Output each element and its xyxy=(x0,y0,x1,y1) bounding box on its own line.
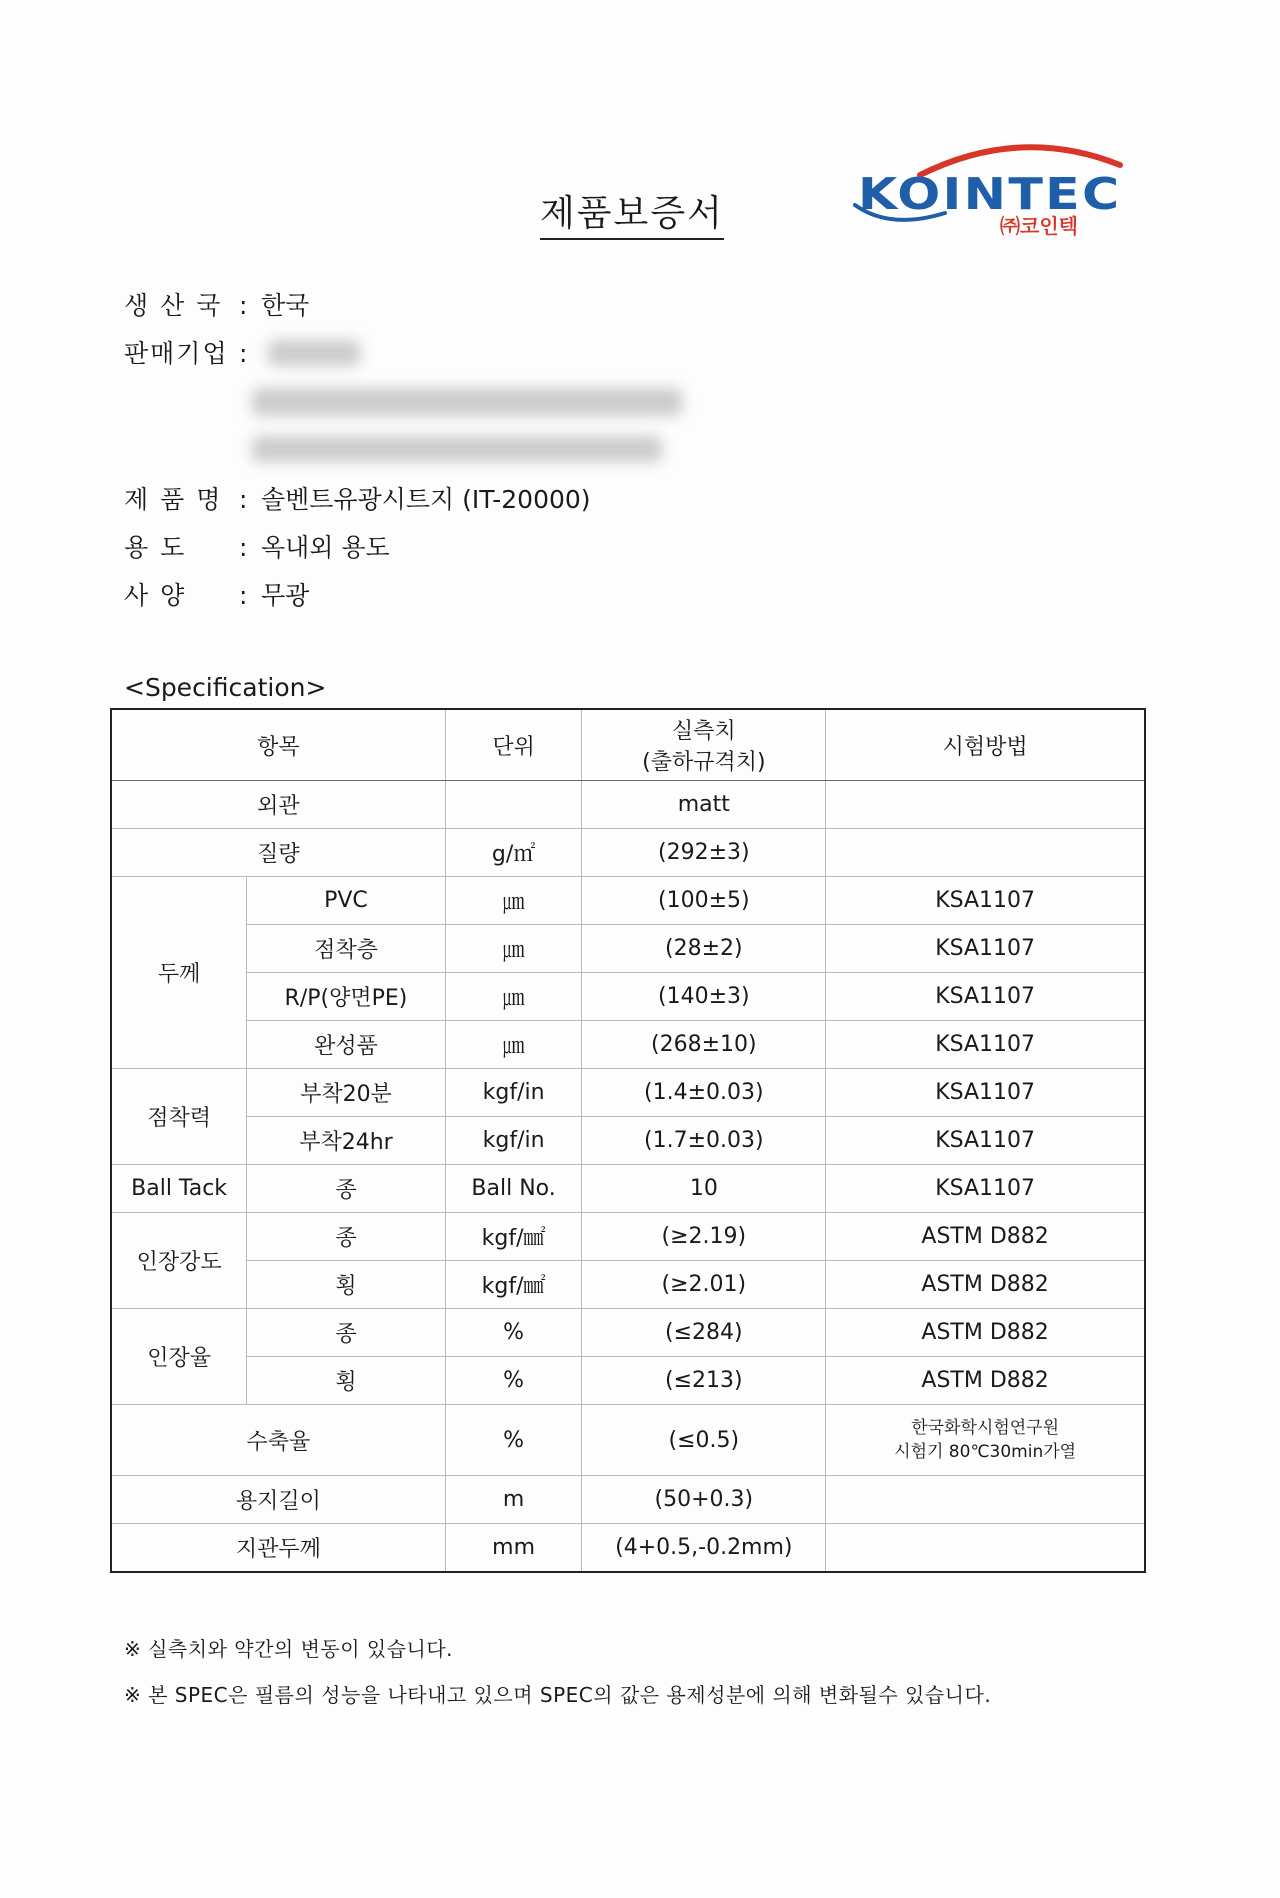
redacted-seller-phone xyxy=(252,436,662,462)
info-label: 판매기업 xyxy=(124,339,229,368)
cell-sub: PVC xyxy=(247,877,446,925)
cell-value: (140±3) xyxy=(582,973,826,1021)
table-row xyxy=(111,829,1145,877)
cell-group: 인장율 xyxy=(111,1309,247,1405)
table-row xyxy=(111,925,1145,973)
cell-value: 10 xyxy=(582,1165,826,1213)
cell-value: (50+0.3) xyxy=(582,1476,826,1524)
cell-method: ASTM D882 xyxy=(826,1261,1145,1309)
cell-sub: 종 xyxy=(247,1309,446,1357)
spec-table xyxy=(110,708,1146,1573)
cell-unit: ㎛ xyxy=(445,877,582,925)
table-row xyxy=(111,1117,1145,1165)
header-measured-line1: 실측치 xyxy=(671,719,736,744)
cell-unit: mm xyxy=(445,1524,582,1573)
cell-method: KSA1107 xyxy=(826,973,1145,1021)
header-item: 항목 xyxy=(111,709,445,781)
cell-value: matt xyxy=(582,781,826,829)
info-label: 사 양 xyxy=(124,581,187,610)
cell-value: (28±2) xyxy=(582,925,826,973)
cell-method: ASTM D882 xyxy=(826,1357,1145,1405)
logo-brand: KOINTEC xyxy=(858,169,1122,220)
cell-unit: ㎛ xyxy=(445,973,582,1021)
cell-sub: 종 xyxy=(247,1213,446,1261)
cell-method: KSA1107 xyxy=(826,1021,1145,1069)
table-row xyxy=(111,781,1145,829)
cell-group: Ball Tack xyxy=(111,1165,247,1213)
info-value: 한국 xyxy=(261,291,310,320)
cell-group: 두께 xyxy=(111,877,247,1069)
redacted-seller-name xyxy=(268,340,360,366)
cell-method xyxy=(826,1524,1145,1573)
cell-unit: kgf/㎟ xyxy=(445,1261,582,1309)
cell-unit xyxy=(445,781,582,829)
cell-method xyxy=(826,829,1145,877)
redacted-seller-address xyxy=(252,388,682,416)
cell-unit: kgf/㎟ xyxy=(445,1213,582,1261)
info-usage: 용 도 : 옥내외 용도 xyxy=(124,528,390,564)
cell-value: (≥2.01) xyxy=(582,1261,826,1309)
cell-item: 지관두께 xyxy=(111,1524,445,1573)
cell-value: (100±5) xyxy=(582,877,826,925)
info-origin: 생 산 국 : 한국 xyxy=(124,286,309,322)
cell-value: (4+0.5,-0.2mm) xyxy=(582,1524,826,1573)
cell-unit: Ball No. xyxy=(445,1165,582,1213)
cell-value: (≤0.5) xyxy=(582,1405,826,1476)
table-row xyxy=(111,1405,1145,1476)
info-label: 제 품 명 xyxy=(124,485,223,514)
info-product: 제 품 명 : 솔벤트유광시트지 (IT-20000) xyxy=(124,480,591,516)
cell-value: (≤213) xyxy=(582,1357,826,1405)
info-seller: 판매기업 : xyxy=(124,334,261,370)
info-label: 생 산 국 xyxy=(124,291,223,320)
table-row xyxy=(111,1357,1145,1405)
table-row xyxy=(111,1165,1145,1213)
cell-item: 수축율 xyxy=(111,1405,445,1476)
note-2: ※ 본 SPEC은 필름의 성능을 나타내고 있으며 SPEC의 값은 용제성분에 의해 변화될수 있습니다. xyxy=(124,1683,992,1707)
cell-sub: 점착층 xyxy=(247,925,446,973)
cell-method: KSA1107 xyxy=(826,1117,1145,1165)
spec-caption: <Specification> xyxy=(124,673,327,702)
cell-group: 점착력 xyxy=(111,1069,247,1165)
cell-value: (1.4±0.03) xyxy=(582,1069,826,1117)
cell-method: ASTM D882 xyxy=(826,1309,1145,1357)
cell-item: 외관 xyxy=(111,781,445,829)
method-line1: 한국화학시험연구원 xyxy=(911,1418,1060,1438)
table-row xyxy=(111,1069,1145,1117)
table-row xyxy=(111,973,1145,1021)
header-unit: 단위 xyxy=(445,709,582,781)
table-row xyxy=(111,1261,1145,1309)
cell-method: KSA1107 xyxy=(826,877,1145,925)
table-header-row xyxy=(111,709,1145,781)
header-method: 시험방법 xyxy=(826,709,1145,781)
cell-unit: ㎛ xyxy=(445,925,582,973)
cell-method: KSA1107 xyxy=(826,1069,1145,1117)
cell-unit: % xyxy=(445,1405,582,1476)
cell-value: (≥2.19) xyxy=(582,1213,826,1261)
cell-sub: 횡 xyxy=(247,1357,446,1405)
cell-value: (268±10) xyxy=(582,1021,826,1069)
cell-sub: 부착20분 xyxy=(247,1069,446,1117)
cell-sub: R/P(양면PE) xyxy=(247,973,446,1021)
kointec-logo xyxy=(850,135,1130,238)
cell-unit: kgf/in xyxy=(445,1069,582,1117)
document-title: 제품보증서 xyxy=(540,185,724,240)
info-label: 용 도 xyxy=(124,533,187,562)
cell-method xyxy=(826,1476,1145,1524)
cell-value: (≤284) xyxy=(582,1309,826,1357)
table-row xyxy=(111,1213,1145,1261)
cell-method: ASTM D882 xyxy=(826,1213,1145,1261)
cell-sub: 완성품 xyxy=(247,1021,446,1069)
info-value: 무광 xyxy=(261,581,310,610)
cell-method xyxy=(826,1405,1145,1476)
cell-item: 질량 xyxy=(111,829,445,877)
cell-value: (292±3) xyxy=(582,829,826,877)
cell-unit: % xyxy=(445,1357,582,1405)
info-value: 옥내외 용도 xyxy=(261,533,390,562)
header-measured-line2: (출하규격치) xyxy=(642,750,766,775)
cell-value: (1.7±0.03) xyxy=(582,1117,826,1165)
cell-unit: m xyxy=(445,1476,582,1524)
cell-unit: g/㎡ xyxy=(445,829,582,877)
cell-sub: 횡 xyxy=(247,1261,446,1309)
note-1: ※ 실측치와 약간의 변동이 있습니다. xyxy=(124,1637,454,1661)
cell-unit: kgf/in xyxy=(445,1117,582,1165)
table-row xyxy=(111,1021,1145,1069)
cell-unit: ㎛ xyxy=(445,1021,582,1069)
cell-group: 인장강도 xyxy=(111,1213,247,1309)
table-row xyxy=(111,1309,1145,1357)
header-measured xyxy=(582,709,826,781)
method-line2: 시험기 80℃30min가열 xyxy=(894,1442,1077,1462)
cell-method xyxy=(826,781,1145,829)
cell-method: KSA1107 xyxy=(826,925,1145,973)
cell-sub: 부착24hr xyxy=(247,1117,446,1165)
cell-sub: 종 xyxy=(247,1165,446,1213)
table-row xyxy=(111,1524,1145,1573)
cell-item: 용지길이 xyxy=(111,1476,445,1524)
info-finish: 사 양 : 무광 xyxy=(124,576,309,612)
cell-unit: % xyxy=(445,1309,582,1357)
table-row xyxy=(111,877,1145,925)
info-value: 솔벤트유광시트지 (IT-20000) xyxy=(261,485,591,514)
cell-method: KSA1107 xyxy=(826,1165,1145,1213)
logo-subtitle: ㈜코인텍 xyxy=(1000,214,1078,238)
table-row xyxy=(111,1476,1145,1524)
